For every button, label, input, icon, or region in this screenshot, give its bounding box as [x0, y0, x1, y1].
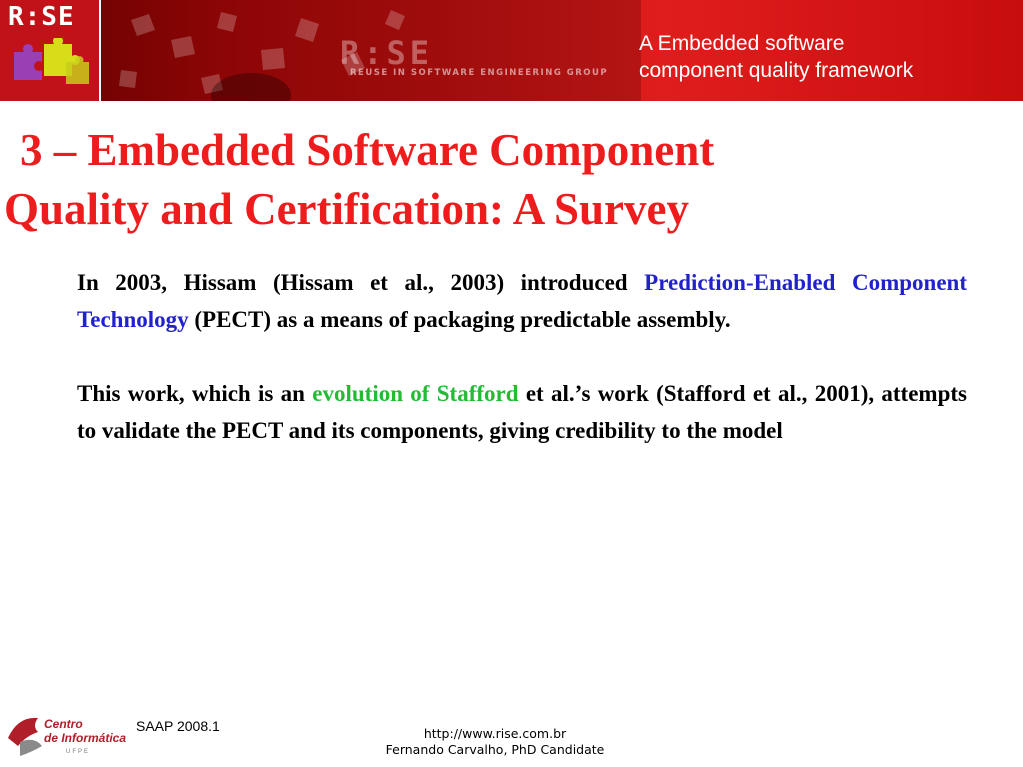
- slide-title-line1: 3 – Embedded Software Component: [20, 125, 715, 175]
- paragraph-pect: [77, 264, 967, 338]
- slide-body: [77, 264, 967, 449]
- paragraph-stafford-before: This work, which is an: [77, 381, 313, 406]
- header-banner: [0, 0, 1023, 101]
- paragraph-stafford: [77, 375, 967, 449]
- rise-logo: [0, 0, 101, 101]
- footer-logo-text-2: de Informática: [44, 731, 127, 745]
- slide-title: [4, 121, 1014, 239]
- footer-center: [330, 726, 660, 758]
- footer-logo-text-3: UFPE: [66, 749, 91, 755]
- paragraph-pect-before: In 2003, Hissam (Hissam et al., 2003) introduced: [77, 270, 645, 295]
- paragraph-stafford-after: et al.’s work (Stafford et al., 2001), attempts to validate the PECT and its components, giving credibility to the model: [77, 381, 967, 443]
- footer-author: Fernando Carvalho, PhD Candidate: [385, 742, 605, 757]
- header-title: [639, 30, 1014, 84]
- footer-logo-text-1: Centro: [44, 717, 83, 731]
- header-title-line1: A Embedded software: [639, 32, 845, 55]
- footer-url: http://www.rise.com.br: [423, 726, 567, 741]
- footer-event: SAAP 2008.1: [136, 718, 220, 734]
- group-subtitle: REUSE IN SOFTWARE ENGINEERING GROUP: [350, 68, 609, 78]
- pect-highlight: Prediction-Enabled Component Technology: [77, 270, 967, 332]
- centro-de-informatica-logo: [4, 708, 129, 760]
- paragraph-pect-after: (PECT) as a means of packaging predictable assembly.: [188, 307, 731, 332]
- header-title-line2: component quality framework: [639, 59, 914, 82]
- group-watermark: R:SE: [340, 34, 434, 72]
- slide-title-line2: Quality and Certification: A Survey: [4, 184, 689, 234]
- stafford-highlight: evolution of Stafford: [312, 381, 519, 406]
- rise-logo-text: R:SE: [8, 2, 75, 32]
- puzzle-pieces-icon: [8, 38, 92, 90]
